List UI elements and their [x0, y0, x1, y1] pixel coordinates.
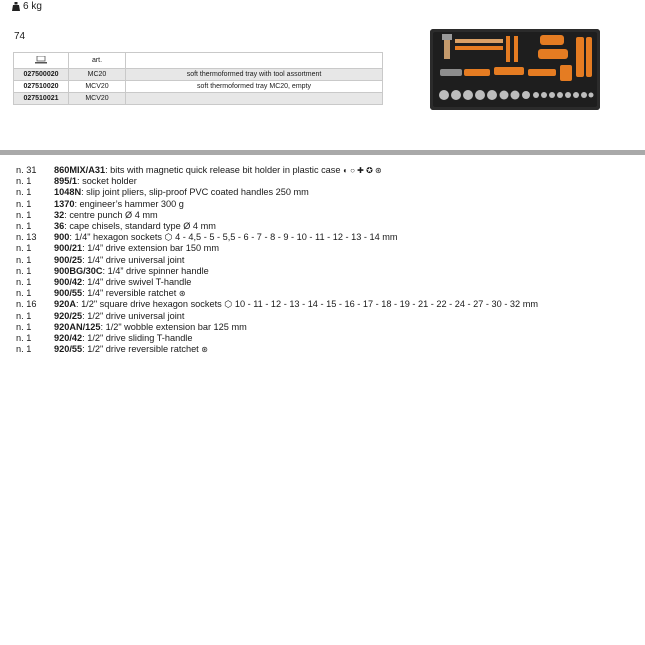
item-desc: : bits with magnetic quick release bit holder in plastic case: [105, 165, 341, 175]
item-qty: n. 1: [16, 310, 32, 321]
table-row: [14, 81, 383, 93]
list-item: [16, 299, 538, 310]
list-item: [16, 176, 538, 187]
item-code: 860MIX/A31: [54, 165, 106, 175]
list-item: [16, 199, 538, 210]
list-item: [16, 165, 538, 176]
item-qty: n. 1: [16, 277, 32, 288]
item-qty: n. 1: [16, 333, 32, 344]
item-desc: : 1/2" square drive hexagon sockets ⬡ 10 - 11 - 12 - 13 - 14 - 15 - 16 - 17 - 18 - 19 - 21 - 22 - 24 - 27 - 30 - 32 mm: [75, 299, 539, 310]
item-code: 900BG/30C: [54, 265, 103, 276]
table-row: [14, 69, 383, 81]
section-divider: [0, 150, 645, 155]
item-code: 36: [54, 221, 65, 232]
item-desc: : 1/4" drive universal joint: [82, 254, 185, 265]
item-desc: : engineer’s hammer 300 g: [74, 198, 184, 209]
bit-type-icons: ◐ ○ ✚ ✪ ⊛: [343, 166, 382, 175]
item-desc: : 1/4" hexagon sockets ⬡ 4 - 4,5 - 5 - 5,5 - 6 - 7 - 8 - 9 - 10 - 11 - 12 - 13 - 14 mm: [69, 232, 398, 243]
product-code-icon: [35, 56, 47, 64]
item-desc: : cape chisels, standard type Ø 4 mm: [64, 221, 216, 232]
item-code: 900/21: [54, 243, 83, 254]
item-code: 920/25: [54, 310, 83, 321]
header-art-cell: art.: [69, 53, 126, 69]
item-desc: : 1/2" wobble extension bar 125 mm: [100, 321, 247, 332]
product-code: 027510021: [14, 93, 69, 105]
item-code: 920A: [54, 299, 76, 310]
item-qty: n. 1: [16, 254, 32, 265]
item-desc: : 1/2" drive reversible ratchet: [82, 344, 199, 355]
page-number: 74: [14, 31, 26, 42]
item-code: 895/1: [54, 176, 77, 187]
item-desc: : 1/2" drive sliding T-handle: [82, 333, 193, 344]
ratchet-icon: ⊛: [201, 345, 208, 355]
weight-label: [12, 1, 42, 12]
item-code: 32: [54, 209, 65, 220]
product-art: MC20: [69, 69, 126, 81]
list-item: [16, 333, 538, 344]
item-qty: n. 1: [16, 265, 32, 276]
list-item: [16, 311, 538, 322]
item-qty: n. 31: [16, 165, 37, 175]
item-qty: n. 1: [16, 288, 32, 299]
product-art: MCV20: [69, 81, 126, 93]
table-header-row: [14, 53, 383, 69]
item-desc: : 1/4" reversible ratchet: [82, 288, 177, 299]
item-qty: n. 1: [16, 321, 32, 332]
contents-list: [16, 165, 538, 355]
list-item: [16, 232, 538, 243]
list-item: [16, 344, 538, 355]
list-item: [16, 221, 538, 232]
list-item: [16, 288, 538, 299]
table-row: [14, 93, 383, 105]
list-item: [16, 187, 538, 198]
item-code: 900/25: [54, 254, 83, 265]
item-code: 1370: [54, 198, 75, 209]
list-item: [16, 322, 538, 333]
list-item: [16, 277, 538, 288]
weight-value: 6 kg: [23, 1, 42, 12]
item-desc: : 1/2" drive universal joint: [82, 310, 185, 321]
item-code: 900: [54, 232, 70, 243]
item-qty: n. 1: [16, 221, 32, 232]
product-table: [13, 52, 383, 105]
list-item: [16, 266, 538, 277]
item-code: 920/42: [54, 333, 83, 344]
product-code: 027500020: [14, 69, 69, 81]
product-desc: [126, 93, 383, 105]
product-desc: soft thermoformed tray MC20, empty: [126, 81, 383, 93]
list-item: [16, 210, 538, 221]
list-item: [16, 243, 538, 254]
item-qty: n. 1: [16, 198, 32, 209]
item-desc: : slip joint pliers, slip-proof PVC coated handles 250 mm: [81, 187, 309, 198]
item-desc: : centre punch Ø 4 mm: [64, 209, 158, 220]
item-code: 1048N: [54, 187, 82, 198]
header-code-cell: [14, 53, 69, 69]
item-code: 920AN/125: [54, 321, 101, 332]
product-art: MCV20: [69, 93, 126, 105]
weight-icon: [12, 2, 20, 11]
item-qty: n. 16: [16, 299, 37, 310]
item-qty: n. 1: [16, 243, 32, 254]
item-qty: n. 1: [16, 187, 32, 198]
item-desc: : socket holder: [77, 176, 137, 187]
item-code: 920/55: [54, 344, 83, 355]
ratchet-icon: ⊛: [178, 289, 186, 299]
item-code: 900/42: [54, 277, 83, 288]
item-qty: n. 1: [16, 176, 32, 187]
item-qty: n. 1: [16, 344, 32, 355]
list-item: [16, 255, 538, 266]
product-code: 027510020: [14, 81, 69, 93]
tool-tray-image: [430, 29, 600, 110]
item-qty: n. 1: [16, 209, 32, 220]
item-code: 900/55: [54, 288, 83, 299]
header-desc-cell: [126, 53, 383, 69]
item-desc: : 1/4" drive swivel T-handle: [82, 277, 192, 288]
product-desc: soft thermoformed tray with tool assortment: [126, 69, 383, 81]
item-qty: n. 13: [16, 232, 37, 243]
item-desc: : 1/4” drive extension bar 150 mm: [82, 243, 219, 254]
item-desc: : 1/4” drive spinner handle: [102, 265, 209, 276]
